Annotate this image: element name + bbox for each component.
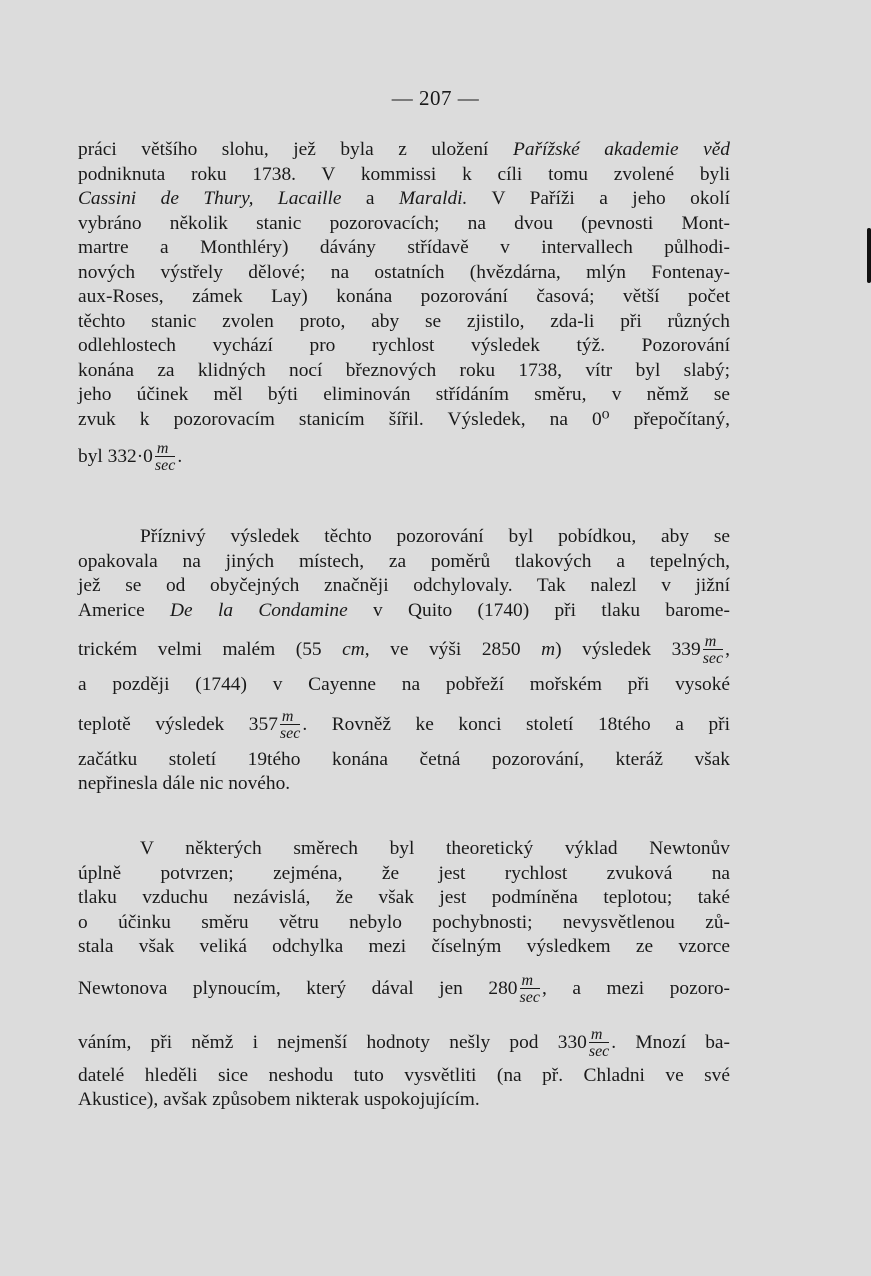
- paragraph-3: [78, 837, 730, 1113]
- unit-fraction: [703, 635, 723, 666]
- text-line: vybráno několik stanic pozorovacích; na dvou (pevnosti Mont-: [78, 212, 730, 234]
- italic-name: Maraldi.: [398, 188, 468, 209]
- text-span: . Rovněž ke konci století 18tého a při: [302, 713, 730, 735]
- text-line: [78, 1024, 730, 1062]
- fraction-numerator: m: [520, 974, 540, 989]
- text-span: váním, při němž i nejmenší hodnoty nešly pod 330: [78, 1031, 587, 1053]
- text-line: [78, 187, 730, 212]
- text-line: Akustice), avšak způsobem nikterak uspokojujícím.: [78, 1089, 480, 1110]
- unit-fraction: [588, 1025, 610, 1060]
- text-line: [78, 438, 730, 476]
- text-line: nových výstřely dělové; na ostatních (hvězdárna, mlýn Fontenay-: [78, 261, 730, 283]
- text-span: Newtonova plynoucím, který dával jen 280: [78, 977, 518, 999]
- text-span: V Paříži a jeho okolí: [467, 188, 730, 209]
- text-line: [78, 138, 730, 163]
- fraction-numerator: m: [155, 442, 175, 457]
- text-span: . Mnozí ba-: [611, 1031, 730, 1053]
- paragraph-2: [78, 525, 730, 797]
- page-number: — 207 —: [391, 86, 480, 110]
- fraction-numerator: m: [703, 635, 723, 650]
- text-line: datelé hleděli sice neshodu tuto vysvětliti (na př. Chladni ve své: [78, 1064, 730, 1086]
- text-line: a později (1744) v Cayenne na pobřeží mořském při vysoké: [78, 674, 730, 695]
- text-line: jeho účinek měl býti eliminován střídáním směru, v němž se: [78, 384, 730, 405]
- text-span: ) výsledek 339: [555, 639, 701, 660]
- italic-unit: m: [541, 639, 556, 660]
- unit-fraction: [279, 707, 301, 742]
- fraction-denominator: sec: [279, 724, 301, 742]
- unit-fraction: [519, 971, 540, 1006]
- text-span: .: [177, 446, 183, 467]
- text-span: , ve výši 2850: [364, 639, 542, 660]
- text-line: Příznivý výsledek těchto pozorování byl pobídkou, aby se: [140, 526, 730, 547]
- text-line: tlaku vzduchu nezávislá, že však jest podmíněna teplotou; také: [78, 887, 730, 908]
- text-line: opakovala na jiných místech, za poměrů tlakových a tepelných,: [78, 550, 730, 572]
- text-line: začátku století 19tého konána četná pozorování, kteráž však: [78, 748, 730, 770]
- text-span: a: [341, 188, 399, 209]
- text-line: martre a Monthléry) dávány střídavě v intervallech půlhodi-: [78, 237, 730, 258]
- text-span: teplotě výsledek 357: [78, 713, 278, 735]
- fraction-denominator: sec: [519, 988, 540, 1006]
- text-line: odlehlostech vychází pro rychlost výsledek týž. Pozorování: [78, 335, 730, 356]
- italic-title: Pařížské akademie věd: [512, 139, 730, 160]
- text-line: stala však veliká odchylka mezi číselným výsledkem ze vzorce: [78, 936, 730, 957]
- text-line: podniknuta roku 1738. V kommissi k cíli tomu zvolené byli: [78, 163, 730, 185]
- text-span: trickém velmi malém (55: [78, 639, 343, 660]
- text-line: nepřinesla dále nic nového.: [78, 773, 291, 794]
- text-span: byl 332·0: [78, 446, 153, 467]
- scan-edge-mark: [867, 228, 871, 283]
- fraction-denominator: sec: [588, 1042, 610, 1060]
- text-span: ,: [725, 639, 730, 660]
- text-span: v Quito (1740) při tlaku barome-: [347, 599, 730, 621]
- text-line: zvuk k pozorovacím stanicím šířil. Výsledek, na 0⁰ přepočítaný,: [78, 408, 730, 430]
- italic-names: Cassini de Thury, Lacaille: [78, 188, 342, 209]
- italic-name: De la Condamine: [170, 599, 348, 621]
- italic-unit: cm: [342, 639, 365, 660]
- text-line: těchto stanic zvolen proto, aby se zjistilo, zda-li při různých: [78, 310, 730, 332]
- text-line: konána za klidných nocí březnových roku 1738, vítr byl slabý;: [78, 359, 730, 381]
- text-line: o účinku směru větru nebylo pochybnosti; nevysvětlenou zů-: [78, 911, 730, 933]
- text-span: práci většího slohu, jež byla z uložení: [78, 139, 513, 160]
- text-line: V některých směrech byl theoretický výklad Newtonův: [140, 838, 730, 859]
- paragraph-1: [78, 138, 730, 476]
- text-span: , a mezi pozoro-: [541, 977, 730, 999]
- text-line: [78, 631, 730, 669]
- text-line: [78, 970, 730, 1008]
- text-line: [78, 599, 730, 624]
- text-line: aux-Roses, zámek Lay) konána pozorování časová; větší počet: [78, 286, 730, 307]
- text-line: úplně potvrzen; zejména, že jest rychlost zvuková na: [78, 862, 730, 884]
- fraction-numerator: m: [589, 1028, 609, 1043]
- fraction-denominator: sec: [702, 650, 724, 668]
- unit-fraction: [155, 442, 175, 473]
- text-line: jež se od obyčejných značněji odchylovaly. Tak nalezl v jižní: [78, 575, 730, 596]
- text-span: Americe: [78, 599, 171, 621]
- text-line: [78, 706, 730, 744]
- fraction-denominator: sec: [154, 457, 176, 475]
- fraction-numerator: m: [280, 710, 300, 725]
